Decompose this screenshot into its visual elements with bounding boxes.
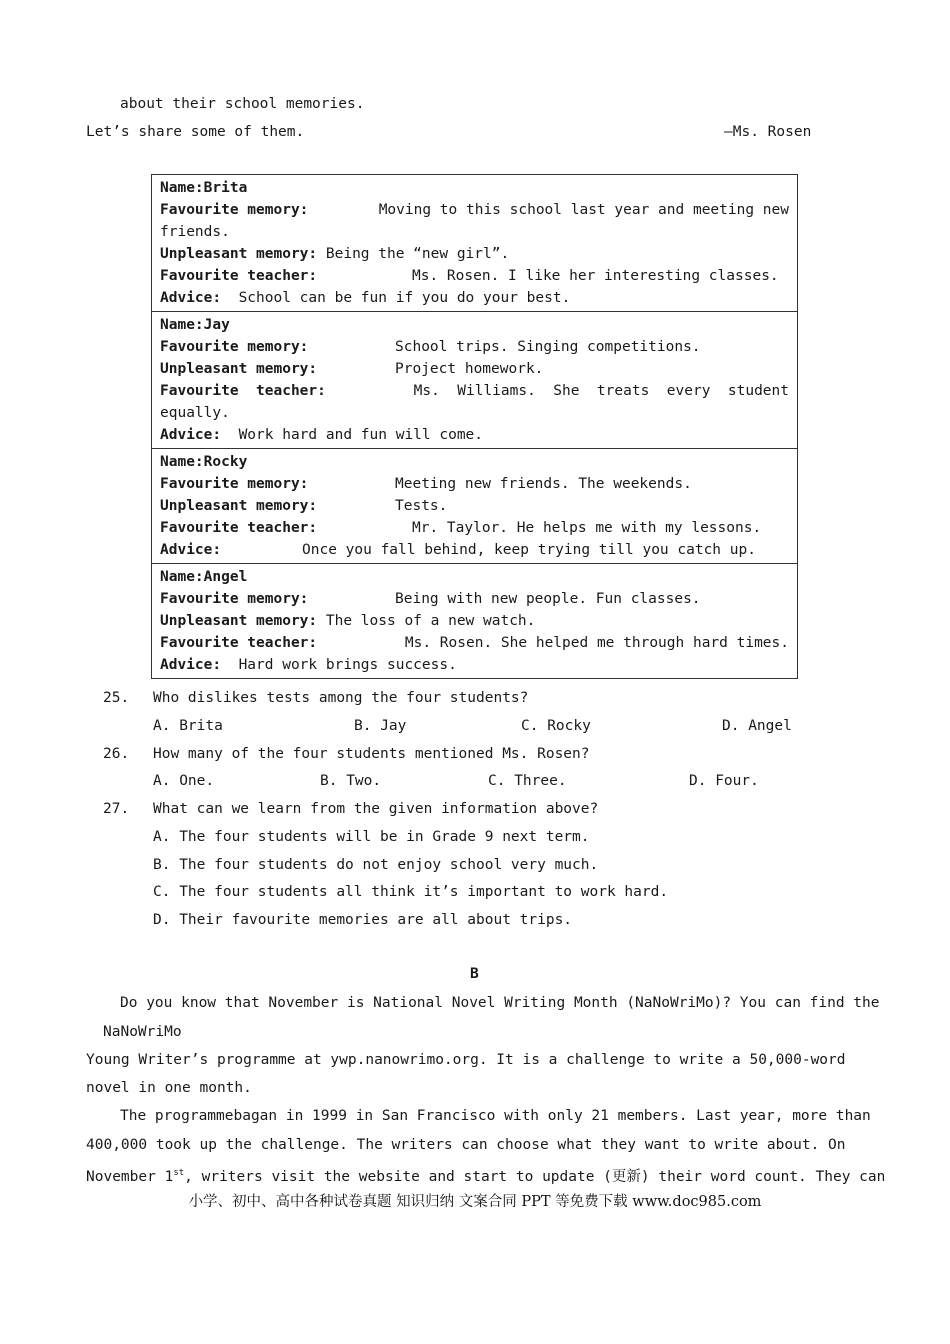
unpleasant-value: Being the “new girl”. xyxy=(325,246,510,262)
option: A. Brita xyxy=(153,718,223,734)
paragraph-line: Do you know that November is National Novel Writing Month (NaNoWriMo)? You can find the xyxy=(120,995,880,1011)
unpleasant-value: Project homework. xyxy=(395,361,544,377)
profile-rocky xyxy=(152,448,797,563)
question-number: 26. xyxy=(103,746,130,762)
fav-memory-label: Favourite memory: xyxy=(160,591,309,607)
paragraph-line: The programmebagan in 1999 in San Francisco with only 21 members. Last year, more than xyxy=(120,1108,871,1124)
fav-memory-value: Being with new people. Fun classes. xyxy=(395,591,701,607)
profiles-table xyxy=(151,174,798,679)
intro-line-2: Let’s share some of them. xyxy=(86,124,305,140)
advice-value: Work hard and fun will come. xyxy=(238,427,484,443)
fav-teacher-value: Ms. Rosen. I like her interesting classes. xyxy=(412,268,779,284)
fav-memory-label: Favourite memory: xyxy=(160,339,309,355)
fav-teacher-label: Favourite teacher: xyxy=(160,383,326,399)
fav-teacher-value: Ms. Williams. She treats every student xyxy=(413,383,789,399)
advice-label: Advice: xyxy=(160,657,222,673)
paragraph-line: novel in one month. xyxy=(86,1080,252,1096)
signature: —Ms. Rosen xyxy=(724,124,812,140)
option: D. Their favourite memories are all about trips. xyxy=(153,912,573,928)
option: C. The four students all think it’s important to work hard. xyxy=(153,884,669,900)
question-text: What can we learn from the given information above? xyxy=(153,801,599,817)
fav-teacher-value: Ms. Rosen. She helped me through hard times. xyxy=(404,635,789,651)
profile-brita xyxy=(152,175,797,311)
profile-name: Name:Angel xyxy=(160,569,248,585)
question-number: 25. xyxy=(103,690,130,706)
fav-teacher-label: Favourite teacher: xyxy=(160,635,318,651)
question-text: Who dislikes tests among the four students? xyxy=(153,690,529,706)
profile-angel xyxy=(152,563,797,678)
fav-memory-value: School trips. Singing competitions. xyxy=(395,339,701,355)
option: B. Jay xyxy=(354,718,407,734)
fav-memory-label: Favourite memory: xyxy=(160,202,309,218)
question-text: How many of the four students mentioned Ms. Rosen? xyxy=(153,746,590,762)
advice-value: School can be fun if you do your best. xyxy=(238,290,571,306)
option: A. The four students will be in Grade 9 next term. xyxy=(153,829,590,845)
unpleasant-label: Unpleasant memory: xyxy=(160,613,318,629)
fav-teacher-value-cont: equally. xyxy=(160,405,230,421)
profile-name: Name:Rocky xyxy=(160,454,248,470)
fav-teacher-value: Mr. Taylor. He helps me with my lessons. xyxy=(412,520,762,536)
option: C. Rocky xyxy=(521,718,591,734)
paragraph-line: 400,000 took up the challenge. The writers can choose what they want to write about. On xyxy=(86,1137,846,1153)
option: D. Angel xyxy=(722,718,792,734)
unpleasant-label: Unpleasant memory: xyxy=(160,246,318,262)
unpleasant-value: Tests. xyxy=(395,498,448,514)
paragraph-line: NaNoWriMo xyxy=(103,1024,182,1040)
fav-memory-value-cont: friends. xyxy=(160,224,230,240)
profile-name: Name:Brita xyxy=(160,180,248,196)
unpleasant-label: Unpleasant memory: xyxy=(160,361,318,377)
advice-value: Once you fall behind, keep trying till you catch up. xyxy=(302,542,756,558)
advice-value: Hard work brings success. xyxy=(238,657,457,673)
option: D. Four. xyxy=(689,773,759,789)
profile-name: Name:Jay xyxy=(160,317,230,333)
option: C. Three. xyxy=(488,773,567,789)
fav-memory-label: Favourite memory: xyxy=(160,476,309,492)
profile-jay xyxy=(152,311,797,448)
section-heading: B xyxy=(470,966,479,982)
fav-teacher-label: Favourite teacher: xyxy=(160,520,318,536)
option: B. The four students do not enjoy school very much. xyxy=(153,857,599,873)
unpleasant-value: The loss of a new watch. xyxy=(325,613,536,629)
question-number: 27. xyxy=(103,801,130,817)
advice-label: Advice: xyxy=(160,290,222,306)
paragraph-line: Young Writer’s programme at ywp.nanowrimo.org. It is a challenge to write a 50,000-word xyxy=(86,1052,846,1068)
footer-banner: 小学、初中、高中各种试卷真题 知识归纳 文案合同 PPT 等免费下载 www.doc985.com xyxy=(188,1194,762,1210)
unpleasant-label: Unpleasant memory: xyxy=(160,498,318,514)
advice-label: Advice: xyxy=(160,542,222,558)
advice-label: Advice: xyxy=(160,427,222,443)
fav-teacher-label: Favourite teacher: xyxy=(160,268,318,284)
fav-memory-value: Moving to this school last year and meeting new xyxy=(378,202,789,218)
paragraph-line: November 1st, writers visit the website and start to update (更新) their word count. They can xyxy=(86,1168,886,1185)
fav-memory-value: Meeting new friends. The weekends. xyxy=(395,476,692,492)
option: A. One. xyxy=(153,773,215,789)
intro-line-1: about their school memories. xyxy=(120,96,365,112)
option: B. Two. xyxy=(320,773,382,789)
